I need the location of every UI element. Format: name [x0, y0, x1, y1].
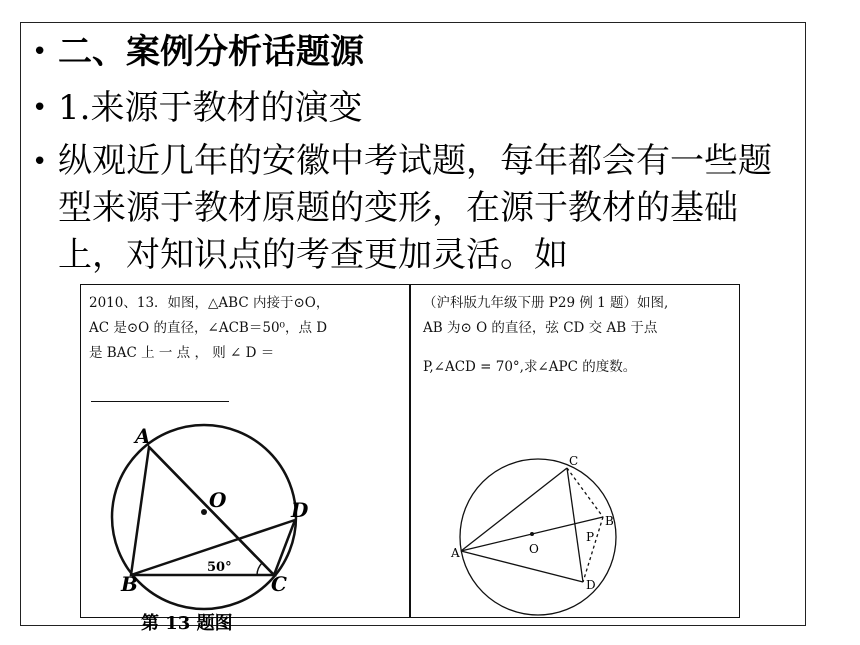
right-problem-line: （沪科版九年级下册 P29 例 1 题）如图,: [423, 295, 669, 311]
label-p: P: [586, 530, 595, 544]
left-problem-line: 是 BAC 上 一 点 ， 则 ∠ D ＝: [89, 345, 275, 361]
label-c: C: [271, 572, 287, 596]
label-a: A: [135, 424, 151, 448]
right-problem-line: AB 为⊙ O 的直径，弦 CD 交 AB 于点: [423, 320, 658, 336]
bullet-marker: •: [32, 37, 48, 67]
bullet-heading: [32, 28, 364, 76]
label-o: O: [529, 542, 539, 556]
paragraph-text: 纵观近几年的安徽中考试题，每年都会有一些题型来源于教材原题的变形，在源于教材的基础上，对知识点的考查更加灵活。如: [58, 141, 772, 275]
label-d: D: [586, 578, 596, 592]
chord-ad: [461, 551, 583, 582]
label-d: D: [291, 498, 309, 522]
left-problem-line: 2010、13．如图，△ABC 内接于⊙O，: [89, 295, 330, 311]
geometry-figure: [80, 284, 740, 634]
right-diagram: [411, 285, 741, 619]
angle-label: 50°: [207, 560, 232, 575]
center-dot-o: [530, 532, 534, 536]
bullet-marker: •: [32, 93, 48, 123]
bullet-marker: •: [32, 147, 48, 177]
bullet-subheading: [32, 84, 362, 132]
heading-text: 二、案例分析话题源: [58, 32, 364, 72]
label-b: B: [605, 514, 614, 528]
right-problem-line: P,∠ACD = 70°,求∠APC 的度数。: [423, 359, 637, 375]
left-diagram: [81, 285, 409, 634]
left-problem-line: AC 是⊙O 的直径，∠ACB＝50⁰，点 D: [89, 320, 328, 336]
label-b: B: [121, 572, 138, 596]
label-c: C: [569, 454, 579, 468]
angle-arc: [257, 563, 262, 575]
figure-caption: 第 13 题图: [141, 613, 233, 634]
bullet-paragraph: [32, 138, 792, 279]
chord-bd-dashed: [583, 517, 603, 582]
label-a: A: [451, 546, 460, 560]
subheading-text: 1.来源于教材的演变: [58, 88, 363, 128]
center-dot-o: [201, 509, 207, 515]
label-o: O: [209, 488, 227, 512]
